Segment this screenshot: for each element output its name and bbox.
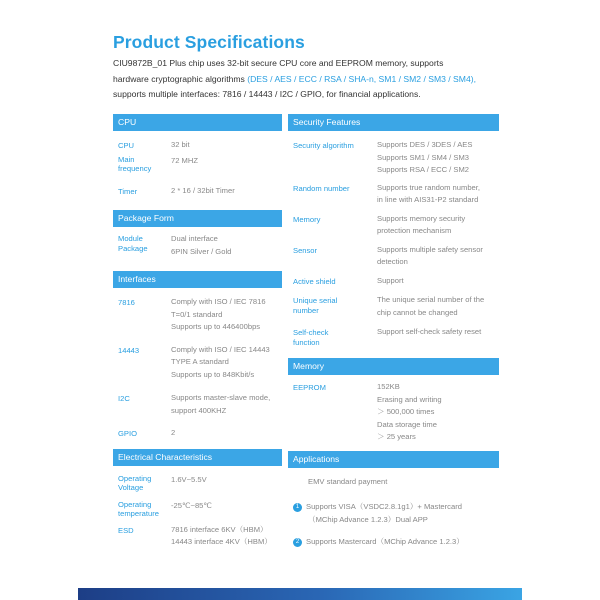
spec-value-line: 2 [171, 428, 176, 437]
spec-value-line: Comply with ISO / IEC 7816 [171, 297, 266, 306]
page-title: Product Specifications [113, 32, 305, 52]
spec-key: Module Package [118, 234, 148, 253]
spec-value [377, 244, 483, 269]
spec-value-line: ＞ 25 years [377, 432, 416, 441]
spec-value-line: Supports DES / 3DES / AES [377, 140, 473, 149]
spec-key: ESD [118, 525, 134, 535]
spec-value-line: Supports master-slave mode, [171, 393, 271, 402]
spec-row-module-package [113, 233, 282, 258]
left-column [113, 114, 282, 549]
spec-value [171, 233, 231, 258]
application-item-2 [288, 536, 499, 549]
spec-value-line: support 400KHZ [171, 405, 227, 415]
spec-row-timer [113, 185, 282, 198]
spec-value-line: Supports true random number, [377, 182, 480, 192]
spec-value-line: Support [377, 275, 404, 285]
spec-value-line: 1.6V~5.5V [171, 474, 207, 484]
algorithm-list: (DES / AES / ECC / RSA / SHA-n, SM1 / SM2 / SM3 / SM4), [247, 73, 476, 84]
spec-value [377, 326, 481, 339]
spec-key: 14443 [118, 345, 140, 355]
spec-value [377, 139, 472, 177]
spec-value-line: 14443 interface 4KV（HBM） [171, 537, 272, 546]
spec-value-line: The unique serial number of the [377, 295, 485, 304]
spec-value-line: T=0/1 standard [171, 309, 223, 319]
spec-key: Unique serial number [293, 296, 338, 315]
spec-value-line: 72 MHZ [171, 155, 199, 165]
spec-value [377, 275, 404, 288]
memory-section-header: Memory [288, 358, 499, 375]
spec-value [377, 182, 480, 207]
spec-key: I2C [118, 394, 130, 403]
spec-row-random-number [288, 182, 499, 207]
spec-value-line: Supports up to 446400bps [171, 322, 261, 331]
spec-value [171, 155, 198, 168]
spec-row-main-frequency [113, 155, 282, 174]
spec-value-line: TYPE A standard [171, 357, 229, 366]
spec-key: Self-check function [293, 328, 329, 347]
right-column [288, 114, 499, 549]
spec-value-line: ＞ 500,000 times [377, 407, 435, 416]
spec-value [377, 213, 465, 238]
number-badge-icon: 2 [293, 538, 302, 547]
spec-value [171, 296, 266, 334]
application-item-text [306, 536, 464, 549]
intro-line-1: CIU9872B_01 Plus chip uses 32-bit secure CPU core and EEPROM memory, supports [113, 58, 444, 68]
electrical-section-header: Electrical Characteristics [113, 449, 282, 466]
spec-value-line: Supports SM1 / SM4 / SM3 [377, 152, 470, 162]
spec-value [171, 427, 175, 440]
spec-value [171, 474, 207, 487]
spec-row-memory-security [288, 213, 499, 238]
application-line: Supports VISA（VSDC2.8.1g1）+ Mastercard [306, 502, 462, 511]
spec-row-14443 [113, 344, 282, 382]
interfaces-section-header: Interfaces [113, 271, 282, 288]
spec-row-unique-serial [288, 294, 499, 319]
spec-value-line: Comply with ISO / IEC 14443 [171, 344, 270, 354]
spec-key: Sensor [293, 245, 318, 255]
spec-row-cpu [113, 139, 282, 152]
spec-key: CPU [118, 141, 135, 150]
spec-key: Random number [293, 183, 350, 193]
spec-value-line: -25℃~85℃ [171, 500, 212, 510]
spec-value [171, 392, 270, 417]
spec-value-line: Supports memory security [377, 213, 466, 223]
application-item-1 [288, 501, 499, 526]
spec-key: Main frequency [118, 154, 152, 173]
spec-value-line: 6PIN Silver / Gold [171, 246, 232, 256]
spec-key: GPIO [118, 429, 137, 438]
applications-section-header: Applications [288, 451, 499, 468]
number-badge-icon: 1 [293, 503, 302, 512]
spec-value-line: Data storage time [377, 419, 437, 429]
spec-key: Operating Voltage [118, 473, 152, 492]
security-section-header: Security Features [288, 114, 499, 131]
application-line: Supports Mastercard（MChip Advance 1.2.3） [306, 537, 464, 546]
spec-row-7816 [113, 296, 282, 334]
intro-line-3: supports multiple interfaces: 7816 / 14443 / I2C / GPIO, for financial applications. [113, 89, 421, 99]
spec-value-line: detection [377, 257, 408, 266]
application-item-text [306, 501, 462, 526]
spec-row-active-shield [288, 275, 499, 288]
spec-key: Timer [118, 186, 138, 196]
spec-row-self-check [288, 326, 499, 347]
spec-row-eeprom [288, 381, 499, 444]
spec-row-operating-voltage [113, 474, 282, 493]
spec-value-line: Supports multiple safety sensor [377, 244, 483, 254]
spec-key: Active shield [293, 276, 336, 286]
spec-value-line: 2 * 16 / 32bit Timer [171, 185, 235, 195]
spec-row-sensor [288, 244, 499, 269]
spec-key: Operating temperature [118, 499, 159, 518]
spec-key: EEPROM [293, 383, 326, 392]
spec-value-line: Support self-check safety reset [377, 327, 482, 336]
intro-paragraph [113, 56, 508, 103]
cpu-section-header: CPU [113, 114, 282, 131]
spec-key: 7816 [118, 298, 135, 307]
spec-value [171, 500, 212, 513]
spec-value [171, 344, 270, 382]
spec-row-esd [113, 524, 282, 549]
intro-line-2 [113, 72, 508, 88]
spec-key: Memory [293, 214, 321, 224]
spec-row-i2c [113, 392, 282, 417]
spec-value-line: 152KB [377, 382, 400, 391]
spec-value-line: Supports up to 848Kbit/s [171, 369, 255, 379]
spec-row-security-algorithm [288, 139, 499, 177]
spec-value-line: 32 bit [171, 140, 190, 149]
spec-value [171, 524, 272, 549]
spec-value [171, 185, 235, 198]
spec-value [377, 381, 442, 444]
intro-line-2-text: hardware cryptographic algorithms [113, 73, 248, 84]
spec-value [377, 294, 484, 319]
spec-value-line: 7816 interface 6KV（HBM） [171, 524, 268, 534]
spec-value-line: Erasing and writing [377, 394, 442, 404]
spec-value-line: in line with AIS31-P2 standard [377, 195, 479, 204]
package-section-header: Package Form [113, 210, 282, 227]
spec-row-operating-temperature [113, 500, 282, 519]
spec-value-line: protection mechanism [377, 226, 452, 235]
applications-intro: EMV standard payment [308, 476, 388, 486]
spec-value-line: chip cannot be changed [377, 307, 458, 317]
spec-row-gpio [113, 427, 282, 440]
spec-key: Security algorithm [293, 141, 354, 150]
spec-value-line: Supports RSA / ECC / SM2 [377, 165, 470, 174]
spec-value-line: Dual interface [171, 234, 218, 243]
footer-gradient-bar [78, 588, 522, 600]
application-line: （MChip Advance 1.2.3）Dual APP [308, 514, 428, 524]
spec-value [171, 139, 190, 152]
